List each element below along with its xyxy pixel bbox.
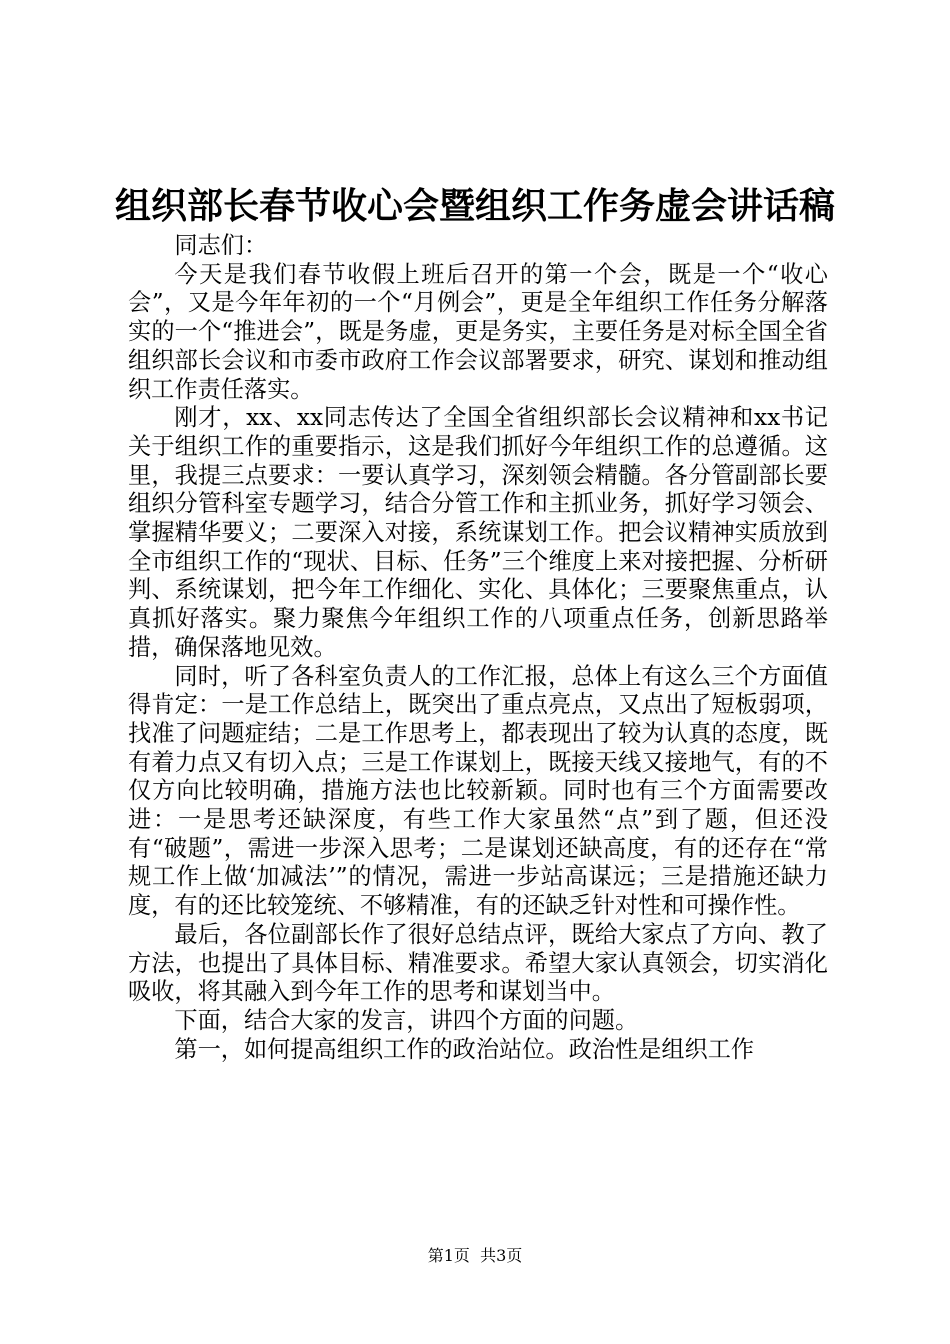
paragraph-5: 下面，结合大家的发言，讲四个方面的问题。 [174, 1006, 639, 1034]
paragraph-4: 最后，各位副部长作了很好总结点评，既给大家点了方向、教了方法，也提出了具体目标、精准要求。希望大家认真领会，切实消化吸收，将其融入到今年工作的思考和谋划当中。 [128, 920, 828, 1006]
paragraph-3: 同时，听了各科室负责人的工作汇报，总体上有这么三个方面值得肯定：一是工作总结上，既突出了重点亮点，又点出了短板弱项，找准了问题症结；二是工作思考上，都表现出了较为认真的态度，既有着力点又有切入点；三是工作谋划上，既接天线又接地气，有的不仅方向比较明确，措施方法也比较新颖。同时也有三个方面需要改进：一是思考还缺深度，有些工作大家虽然“点”到了题，但还没有“破题”，需进一步深入思考；二是谋划还缺高度，有的还存在“常规工作上做‘加减法’”的情况，需进一步站高谋远；三是措施还缺力度，有的还比较笼统、不够精准，有的还缺乏针对性和可操作性。 [128, 662, 828, 920]
paragraph-1: 今天是我们春节收假上班后召开的第一个会，既是一个“收心会”，又是今年年初的一个“月例会”，更是全年组织工作任务分解落实的一个“推进会”，既是务虚，更是务实，主要任务是对标全国全省组织部长会议和市委市政府工作会议部署要求，研究、谋划和推动组织工作责任落实。 [128, 260, 828, 403]
paragraph-6: 第一，如何提高组织工作的政治站位。政治性是组织工作 [174, 1035, 755, 1063]
document-body [128, 232, 828, 1064]
document-title: 组织部长春节收心会暨组织工作务虚会讲话稿 [114, 185, 835, 227]
paragraph-salutation: 同志们： [174, 232, 268, 259]
page-number-footer: 第1页 共3页 [427, 1246, 523, 1265]
paragraph-2: 刚才，xx、xx同志传达了全国全省组织部长会议精神和xx书记关于组织工作的重要指示，这是我们抓好今年组织工作的总遵循。这里，我提三点要求：一要认真学习，深刻领会精髓。各分管副部长要组织分管科室专题学习，结合分管工作和主抓业务，抓好学习领会、掌握精华要义；二要深入对接，系统谋划工作。把会议精神实质放到全市组织工作的“现状、目标、任务”三个维度上来对接把握、分析研判、系统谋划，把今年工作细化、实化、具体化；三要聚焦重点，认真抓好落实。聚力聚焦今年组织工作的八项重点任务，创新思路举措，确保落地见效。 [128, 404, 828, 661]
